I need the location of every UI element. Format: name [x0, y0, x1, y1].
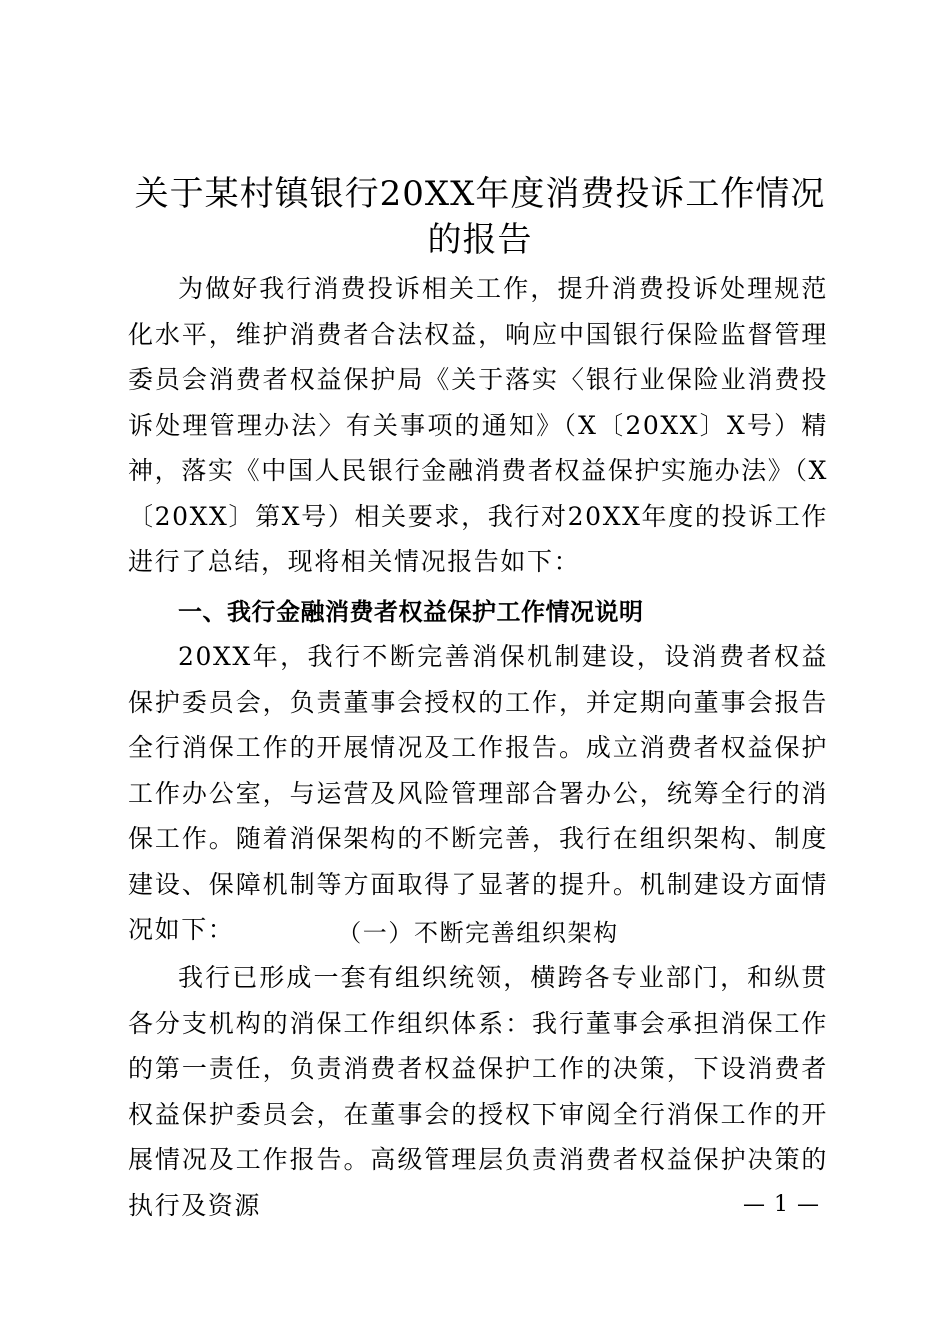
subsection-1-paragraph: 我行已形成一套有组织统领，横跨各专业部门，和纵贯各分支机构的消保工作组织体系：我行董事会承担消保工作的第一责任，负责消费者权益保护工作的决策，下设消费者权益保护委员会，在董事会的授权下审阅全行消保工作的开展情况及工作报告。高级管理层负责消费者权益保护决策的执行及资源 [128, 963, 828, 1220]
subsection-1-heading: （一）不断完善组织架构 [337, 919, 619, 947]
section-1-heading: 一、我行金融消费者权益保护工作情况说明 [178, 598, 644, 626]
page-number: — 1 — [743, 1192, 820, 1217]
document-title-line-1: 关于某村镇银行20XX年度消费投诉工作情况 [134, 174, 826, 214]
document-title-line-2: 的报告 [427, 220, 533, 260]
section-1-paragraph: 20XX年，我行不断完善消保机制建设，设消费者权益保护委员会，负责董事会授权的工作，并定期向董事会报告全行消保工作的开展情况及工作报告。成立消费者权益保护工作办公室，与运营及风险管理部合署办公，统筹全行的消保工作。随着消保架构的不断完善，我行在组织架构、制度建设、保障机制等方面取得了显著的提升。机制建设方面情况如下： [128, 642, 828, 944]
intro-paragraph: 为做好我行消费投诉相关工作，提升消费投诉处理规范化水平，维护消费者合法权益，响应中国银行保险监督管理委员会消费者权益保护局《关于落实〈银行业保险业消费投诉处理管理办法〉有关事项的通知》（X〔20XX〕X号）精神，落实《中国人民银行金融消费者权益保护实施办法》（X〔20XX〕第X号）相关要求，我行对20XX年度的投诉工作进行了总结，现将相关情况报告如下： [128, 274, 828, 576]
